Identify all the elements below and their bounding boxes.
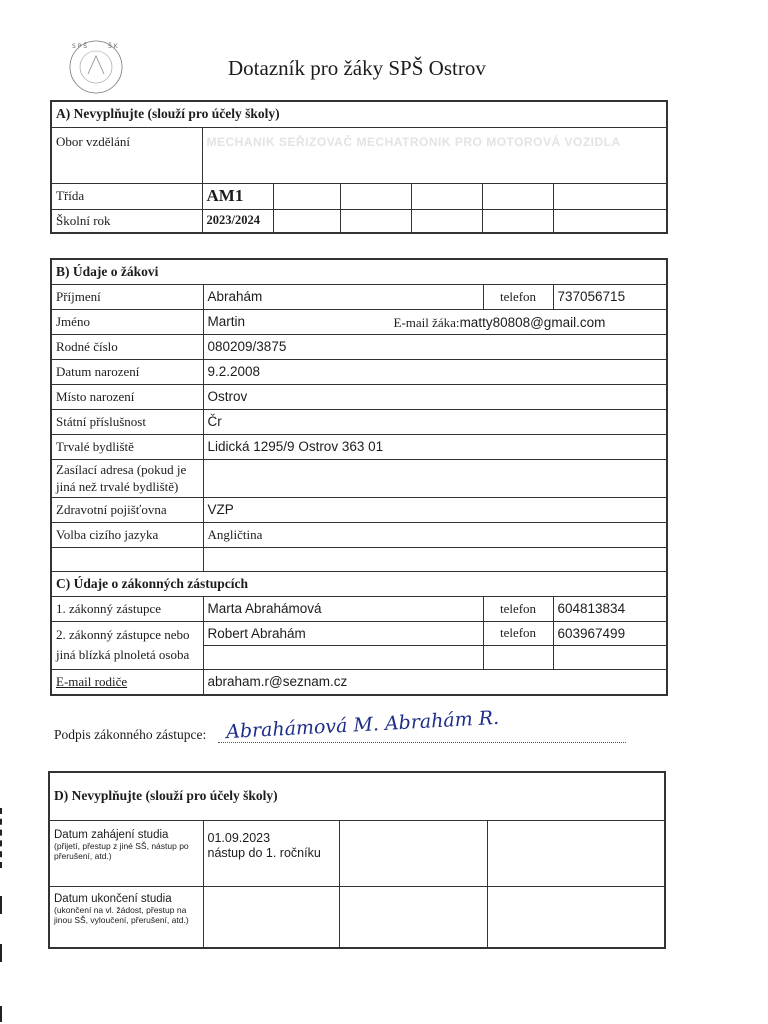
rodne-cislo-label: Rodné číslo <box>51 334 203 359</box>
zastupce-1-label: 1. zákonný zástupce <box>51 596 203 621</box>
email-rodice-label: E-mail rodiče <box>51 669 203 695</box>
section-d-table <box>48 771 666 949</box>
ukonceni-label: Datum ukončení studia <box>54 892 172 905</box>
misto-narozeni-value: Ostrov <box>203 384 667 409</box>
statni-prislusnost-label: Státní příslušnost <box>51 409 203 434</box>
zastupce-1-telefon-value: 604813834 <box>553 596 667 621</box>
datum-narozeni-value: 9.2.2008 <box>203 359 667 384</box>
zastupce-1-value: Marta Abrahámová <box>203 596 483 621</box>
ukonceni-note: (ukončení na vl. žádost, přestup na jinou SŠ, vyloučení, přerušení, atd.) <box>54 904 189 925</box>
zastupce-2-value: Robert Abrahám <box>203 621 483 645</box>
section-d-heading: D) Nevyplňujte (slouží pro účely školy) <box>49 772 665 820</box>
trvale-bydliste-label: Trvalé bydliště <box>51 434 203 459</box>
skolni-rok-value: 2023/2024 <box>202 209 273 233</box>
zastupce-2-telefon-value: 603967499 <box>553 621 667 645</box>
section-b-heading: B) Údaje o žákovi <box>51 259 667 284</box>
section-b-c-table <box>50 258 668 696</box>
obor-label: Obor vzdělání <box>51 127 202 183</box>
zahajeni-note: (přijetí, přestup z jiné SŠ, nástup po přerušení, atd.) <box>54 840 189 861</box>
skolni-rok-label: Školní rok <box>51 209 202 233</box>
zasilaci-adresa-label: Zasílací adresa (pokud je jiná než trvalé bydliště) <box>51 459 203 497</box>
email-zaka-value: matty80808@gmail.com <box>459 314 606 330</box>
scan-edge-mark <box>0 1006 2 1022</box>
section-c-heading: C) Údaje o zákonných zástupcích <box>51 571 667 596</box>
zdravotni-pojistovna-label: Zdravotní pojišťovna <box>51 497 203 522</box>
zastupce-2-label: 2. zákonný zástupce nebo jiná blízká plnoletá osoba <box>51 621 203 669</box>
telefon-value: 737056715 <box>553 284 667 309</box>
email-zaka-block <box>394 314 606 332</box>
email-rodice-value: abraham.r@seznam.cz <box>203 669 667 695</box>
scan-edge-mark <box>0 944 2 962</box>
cizi-jazyk-value: Angličtina <box>203 522 667 547</box>
svg-text:Š K: Š K <box>108 43 118 50</box>
cizi-jazyk-label: Volba cizího jazyka <box>51 522 203 547</box>
zastupce-2-telefon-label: telefon <box>483 621 553 645</box>
school-seal-logo <box>52 34 140 100</box>
jmeno-label: Jméno <box>51 309 203 334</box>
telefon-label: telefon <box>483 284 553 309</box>
jmeno-value: Martin <box>207 313 246 329</box>
rodne-cislo-value: 080209/3875 <box>203 334 667 359</box>
prijmeni-label: Příjmení <box>51 284 203 309</box>
zahajeni-label: Datum zahájení studia <box>54 828 169 841</box>
misto-narozeni-label: Místo narození <box>51 384 203 409</box>
page-title: Dotazník pro žáky SPŠ Ostrov <box>228 56 486 80</box>
blank-row-label <box>51 547 203 571</box>
trida-value: AM1 <box>202 183 273 209</box>
signature-line <box>218 741 626 743</box>
email-zaka-label: E-mail žáka: <box>393 314 460 330</box>
zdravotni-pojistovna-value: VZP <box>203 497 667 522</box>
scan-edge-mark <box>0 896 2 914</box>
statni-prislusnost-value: Čr <box>203 409 667 434</box>
scan-edge-mark <box>0 808 4 868</box>
blank-row-value <box>203 547 667 571</box>
trvale-bydliste-value: Lidická 1295/9 Ostrov 363 01 <box>203 434 667 459</box>
zasilaci-adresa-value <box>203 459 667 497</box>
prijmeni-value: Abrahám <box>203 284 483 309</box>
section-a-heading: A) Nevyplňujte (slouží pro účely školy) <box>51 101 667 127</box>
datum-narozeni-label: Datum narození <box>51 359 203 384</box>
obor-value: MECHANIK SEŘIZOVAČ MECHATRONIK PRO MOTOROVÁ VOZIDLA <box>202 127 667 183</box>
zahajeni-text: nástup do 1. ročníku <box>207 845 321 860</box>
zahajeni-date: 01.09.2023 <box>207 830 271 845</box>
svg-text:S P Š: S P Š <box>72 43 88 50</box>
signature-label: Podpis zákonného zástupce: <box>54 727 207 742</box>
trida-label: Třída <box>51 183 202 209</box>
handwritten-signature: Abrahámová M. Abrahám R. <box>225 706 500 744</box>
section-a-table <box>50 100 668 234</box>
zastupce-1-telefon-label: telefon <box>483 596 553 621</box>
